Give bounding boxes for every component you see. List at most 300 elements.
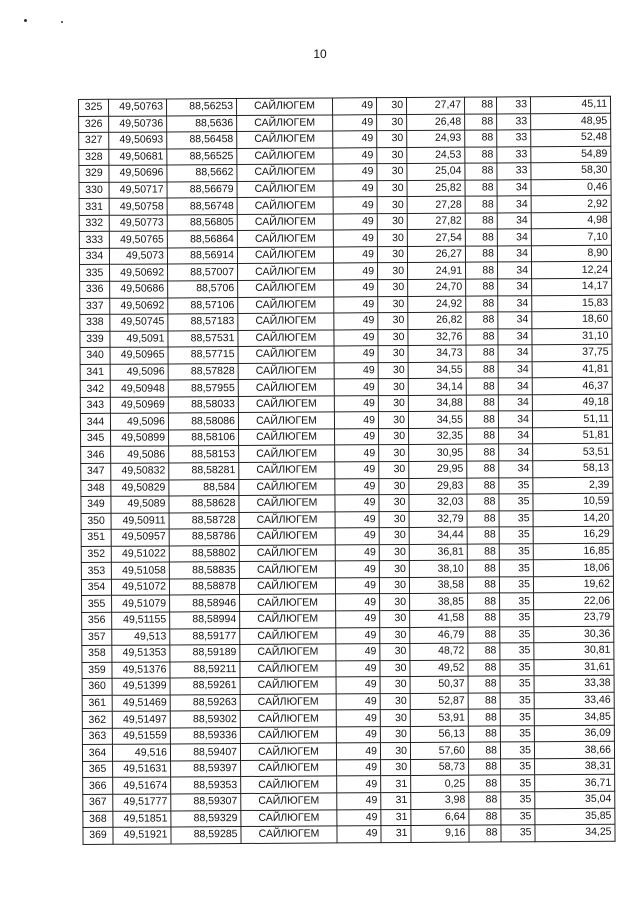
- longitude-cell: 88,56253: [167, 99, 237, 116]
- lon-minutes-cell: 35: [500, 610, 534, 627]
- lat-seconds-cell: 29,95: [409, 461, 467, 478]
- lon-degrees-cell: 88: [465, 113, 497, 130]
- lat-degrees-cell: 49: [336, 611, 380, 628]
- lon-degrees-cell: 88: [468, 726, 500, 743]
- lon-degrees-cell: 88: [467, 461, 499, 478]
- latitude-cell: 49,50696: [109, 165, 167, 182]
- latitude-cell: 49,51353: [112, 645, 170, 662]
- point-number-cell: 338: [80, 314, 110, 331]
- lon-seconds-cell: 36,09: [534, 725, 614, 742]
- lon-seconds-cell: 48,95: [531, 113, 611, 130]
- lat-minutes-cell: 30: [378, 362, 408, 379]
- lat-seconds-cell: 56,13: [410, 726, 468, 743]
- lat-seconds-cell: 46,79: [410, 627, 468, 644]
- latitude-cell: 49,50736: [109, 116, 167, 133]
- lon-minutes-cell: 35: [500, 593, 534, 610]
- scan-speck: [24, 19, 27, 22]
- lon-degrees-cell: 88: [468, 709, 500, 726]
- lat-degrees-cell: 49: [335, 445, 379, 462]
- lat-degrees-cell: 49: [334, 396, 378, 413]
- lat-minutes-cell: 30: [380, 594, 410, 611]
- lon-minutes-cell: 34: [498, 262, 532, 279]
- lon-minutes-cell: 34: [498, 378, 532, 395]
- longitude-cell: 88,58802: [169, 545, 239, 562]
- lat-seconds-cell: 34,73: [408, 345, 466, 362]
- latitude-cell: 49,50832: [111, 463, 169, 480]
- coordinates-table-container: [78, 96, 615, 845]
- point-number-cell: 361: [82, 695, 112, 712]
- lon-degrees-cell: 88: [466, 296, 498, 313]
- lon-degrees-cell: 88: [466, 362, 498, 379]
- latitude-cell: 49,50681: [109, 149, 167, 166]
- lon-degrees-cell: 88: [466, 262, 498, 279]
- latitude-cell: 49,5073: [109, 248, 167, 265]
- lat-seconds-cell: 25,82: [407, 180, 465, 197]
- site-name-cell: САЙЛЮГЕМ: [238, 263, 334, 280]
- lat-degrees-cell: 49: [335, 511, 379, 528]
- site-name-cell: САЙЛЮГЕМ: [237, 230, 333, 247]
- lon-seconds-cell: 22,06: [534, 593, 614, 610]
- lon-minutes-cell: 35: [500, 643, 534, 660]
- latitude-cell: 49,51072: [111, 579, 169, 596]
- lat-minutes-cell: 31: [381, 792, 411, 809]
- longitude-cell: 88,56679: [167, 181, 237, 198]
- longitude-cell: 88,57715: [168, 347, 238, 364]
- point-number-cell: 342: [80, 381, 110, 398]
- lon-degrees-cell: 88: [466, 378, 498, 395]
- lon-minutes-cell: 35: [499, 510, 533, 527]
- lon-minutes-cell: 34: [498, 312, 532, 329]
- longitude-cell: 88,59211: [170, 661, 240, 678]
- lon-degrees-cell: 88: [468, 742, 500, 759]
- point-number-cell: 352: [81, 546, 111, 563]
- lon-degrees-cell: 88: [469, 808, 501, 825]
- lat-degrees-cell: 49: [333, 214, 377, 231]
- longitude-cell: 88,58086: [168, 413, 238, 430]
- longitude-cell: 88,57828: [168, 363, 238, 380]
- lat-minutes-cell: 30: [378, 263, 408, 280]
- lon-minutes-cell: 35: [500, 626, 534, 643]
- latitude-cell: 49,50829: [111, 480, 169, 497]
- lat-minutes-cell: 30: [379, 561, 409, 578]
- lon-minutes-cell: 35: [499, 477, 533, 494]
- lat-degrees-cell: 49: [335, 495, 379, 512]
- site-name-cell: САЙЛЮГЕМ: [241, 809, 337, 826]
- lat-minutes-cell: 30: [377, 230, 407, 247]
- lat-seconds-cell: 53,91: [410, 709, 468, 726]
- lat-minutes-cell: 30: [377, 246, 407, 263]
- lon-minutes-cell: 34: [499, 461, 533, 478]
- lon-seconds-cell: 2,92: [531, 196, 611, 213]
- latitude-cell: 49,51497: [112, 711, 170, 728]
- lat-seconds-cell: 6,64: [411, 809, 469, 826]
- latitude-cell: 49,5096: [110, 364, 168, 381]
- lon-degrees-cell: 88: [467, 527, 499, 544]
- site-name-cell: САЙЛЮГЕМ: [238, 379, 334, 396]
- lon-minutes-cell: 35: [501, 808, 535, 825]
- lat-seconds-cell: 38,58: [409, 577, 467, 594]
- point-number-cell: 364: [82, 745, 112, 762]
- latitude-cell: 49,50948: [110, 380, 168, 397]
- lon-minutes-cell: 33: [497, 146, 531, 163]
- latitude-cell: 49,51559: [112, 728, 170, 745]
- lon-seconds-cell: 58,30: [531, 162, 611, 179]
- site-name-cell: САЙЛЮГЕМ: [240, 627, 336, 644]
- site-name-cell: САЙЛЮГЕМ: [241, 760, 337, 777]
- lon-minutes-cell: 34: [498, 279, 532, 296]
- latitude-cell: 49,50773: [109, 215, 167, 232]
- lat-seconds-cell: 52,87: [410, 693, 468, 710]
- lat-seconds-cell: 27,28: [407, 196, 465, 213]
- lon-degrees-cell: 88: [467, 444, 499, 461]
- lat-seconds-cell: 0,25: [411, 776, 469, 793]
- lat-seconds-cell: 41,58: [410, 610, 468, 627]
- lat-degrees-cell: 49: [333, 197, 377, 214]
- lat-degrees-cell: 49: [334, 313, 378, 330]
- lat-degrees-cell: 49: [334, 346, 378, 363]
- lon-degrees-cell: 88: [465, 163, 497, 180]
- latitude-cell: 49,50686: [110, 281, 168, 298]
- lat-seconds-cell: 49,52: [410, 660, 468, 677]
- longitude-cell: 88,56864: [167, 231, 237, 248]
- lat-minutes-cell: 30: [380, 660, 410, 677]
- lon-seconds-cell: 14,20: [533, 510, 613, 527]
- lat-seconds-cell: 24,53: [407, 147, 465, 164]
- lon-minutes-cell: 34: [498, 345, 532, 362]
- longitude-cell: 88,584: [169, 479, 239, 496]
- lat-minutes-cell: 30: [378, 296, 408, 313]
- table-row: [83, 824, 615, 844]
- lon-degrees-cell: 88: [466, 279, 498, 296]
- site-name-cell: САЙЛЮГЕМ: [238, 412, 334, 429]
- lat-degrees-cell: 49: [334, 263, 378, 280]
- longitude-cell: 88,56525: [167, 148, 237, 165]
- lat-seconds-cell: 26,27: [407, 246, 465, 263]
- lat-minutes-cell: 31: [381, 826, 411, 843]
- longitude-cell: 88,59336: [170, 727, 240, 744]
- lon-minutes-cell: 34: [497, 229, 531, 246]
- lat-minutes-cell: 30: [379, 495, 409, 512]
- lat-minutes-cell: 30: [379, 428, 409, 445]
- point-number-cell: 366: [83, 778, 113, 795]
- longitude-cell: 88,59307: [171, 793, 241, 810]
- point-number-cell: 328: [79, 149, 109, 166]
- lat-degrees-cell: 49: [336, 726, 380, 743]
- lat-degrees-cell: 49: [336, 594, 380, 611]
- lat-minutes-cell: 30: [380, 710, 410, 727]
- point-number-cell: 348: [81, 480, 111, 497]
- longitude-cell: 88,57955: [168, 380, 238, 397]
- lat-seconds-cell: 34,14: [408, 378, 466, 395]
- lat-minutes-cell: 30: [377, 114, 407, 131]
- point-number-cell: 365: [83, 761, 113, 778]
- lon-seconds-cell: 34,85: [534, 708, 614, 725]
- lat-minutes-cell: 30: [377, 147, 407, 164]
- latitude-cell: 49,50965: [110, 347, 168, 364]
- lat-minutes-cell: 30: [379, 462, 409, 479]
- site-name-cell: САЙЛЮГЕМ: [239, 462, 335, 479]
- lon-seconds-cell: 16,29: [533, 526, 613, 543]
- point-number-cell: 344: [80, 414, 110, 431]
- lon-degrees-cell: 88: [464, 97, 496, 114]
- point-number-cell: 333: [79, 232, 109, 249]
- lat-seconds-cell: 9,16: [411, 825, 469, 842]
- lat-seconds-cell: 30,95: [409, 445, 467, 462]
- site-name-cell: САЙЛЮГЕМ: [240, 594, 336, 611]
- lat-degrees-cell: 49: [334, 280, 378, 297]
- lon-seconds-cell: 58,13: [533, 460, 613, 477]
- latitude-cell: 49,50899: [111, 430, 169, 447]
- latitude-cell: 49,51399: [112, 678, 170, 695]
- lon-degrees-cell: 88: [465, 196, 497, 213]
- lon-seconds-cell: 30,81: [534, 642, 614, 659]
- lon-seconds-cell: 18,60: [532, 311, 612, 328]
- lat-minutes-cell: 30: [379, 577, 409, 594]
- lat-degrees-cell: 49: [334, 379, 378, 396]
- lat-minutes-cell: 30: [379, 528, 409, 545]
- latitude-cell: 49,5096: [110, 413, 168, 430]
- lat-seconds-cell: 32,79: [409, 511, 467, 528]
- lat-minutes-cell: 30: [380, 644, 410, 661]
- lat-degrees-cell: 49: [336, 677, 380, 694]
- latitude-cell: 49,51631: [113, 761, 171, 778]
- lat-minutes-cell: 30: [380, 743, 410, 760]
- lat-seconds-cell: 3,98: [411, 792, 469, 809]
- lat-seconds-cell: 27,47: [406, 97, 464, 114]
- lon-minutes-cell: 35: [500, 692, 534, 709]
- latitude-cell: 49,50765: [109, 231, 167, 248]
- scan-speck: [61, 21, 63, 23]
- lat-degrees-cell: 49: [335, 429, 379, 446]
- latitude-cell: 49,5086: [111, 446, 169, 463]
- lon-minutes-cell: 35: [499, 494, 533, 511]
- lat-degrees-cell: 49: [333, 131, 377, 148]
- site-name-cell: САЙЛЮГЕМ: [239, 561, 335, 578]
- lon-minutes-cell: 35: [499, 577, 533, 594]
- latitude-cell: 49,51674: [113, 777, 171, 794]
- lon-minutes-cell: 33: [496, 97, 530, 114]
- lon-minutes-cell: 35: [500, 709, 534, 726]
- lat-minutes-cell: 30: [380, 610, 410, 627]
- table-body: [79, 96, 616, 844]
- point-number-cell: 329: [79, 165, 109, 182]
- lon-seconds-cell: 23,79: [534, 609, 614, 626]
- lon-seconds-cell: 41,81: [532, 361, 612, 378]
- lon-minutes-cell: 35: [500, 659, 534, 676]
- lat-degrees-cell: 49: [334, 329, 378, 346]
- longitude-cell: 88,56914: [167, 247, 237, 264]
- longitude-cell: 88,58628: [169, 496, 239, 513]
- lat-minutes-cell: 30: [377, 180, 407, 197]
- lon-seconds-cell: 34,25: [535, 824, 615, 841]
- point-number-cell: 349: [81, 496, 111, 513]
- longitude-cell: 88,59261: [170, 678, 240, 695]
- latitude-cell: 49,51921: [113, 827, 171, 844]
- lon-seconds-cell: 38,31: [535, 758, 615, 775]
- longitude-cell: 88,58946: [170, 595, 240, 612]
- point-number-cell: 363: [82, 728, 112, 745]
- lon-degrees-cell: 88: [467, 511, 499, 528]
- lat-seconds-cell: 48,72: [410, 643, 468, 660]
- longitude-cell: 88,57007: [168, 264, 238, 281]
- site-name-cell: САЙЛЮГЕМ: [239, 445, 335, 462]
- longitude-cell: 88,58728: [169, 512, 239, 529]
- site-name-cell: САЙЛЮГЕМ: [237, 148, 333, 165]
- longitude-cell: 88,58878: [169, 578, 239, 595]
- lon-minutes-cell: 34: [497, 179, 531, 196]
- longitude-cell: 88,58994: [170, 611, 240, 628]
- longitude-cell: 88,58786: [169, 529, 239, 546]
- lon-seconds-cell: 4,98: [531, 212, 611, 229]
- longitude-cell: 88,59353: [171, 777, 241, 794]
- point-number-cell: 367: [83, 794, 113, 811]
- point-number-cell: 325: [79, 99, 109, 116]
- latitude-cell: 49,50692: [110, 298, 168, 315]
- lon-degrees-cell: 88: [467, 478, 499, 495]
- site-name-cell: САЙЛЮГЕМ: [240, 710, 336, 727]
- lon-minutes-cell: 34: [497, 196, 531, 213]
- lon-minutes-cell: 35: [501, 759, 535, 776]
- lon-seconds-cell: 33,38: [534, 675, 614, 692]
- lat-degrees-cell: 49: [336, 710, 380, 727]
- lon-degrees-cell: 88: [469, 825, 501, 842]
- longitude-cell: 88,59302: [170, 711, 240, 728]
- lat-seconds-cell: 27,82: [407, 213, 465, 230]
- lat-degrees-cell: 49: [333, 247, 377, 264]
- lon-degrees-cell: 88: [468, 693, 500, 710]
- lat-degrees-cell: 49: [335, 561, 379, 578]
- lon-degrees-cell: 88: [466, 345, 498, 362]
- lon-minutes-cell: 34: [497, 213, 531, 230]
- lat-degrees-cell: 49: [336, 644, 380, 661]
- lon-minutes-cell: 35: [501, 792, 535, 809]
- lon-seconds-cell: 46,37: [532, 378, 612, 395]
- lon-minutes-cell: 34: [498, 395, 532, 412]
- lat-seconds-cell: 29,83: [409, 478, 467, 495]
- latitude-cell: 49,50911: [111, 513, 169, 530]
- lon-minutes-cell: 34: [499, 428, 533, 445]
- lat-degrees-cell: 49: [336, 627, 380, 644]
- lat-minutes-cell: 30: [378, 346, 408, 363]
- point-number-cell: 345: [81, 430, 111, 447]
- lon-seconds-cell: 15,83: [532, 295, 612, 312]
- longitude-cell: 88,56458: [167, 132, 237, 149]
- longitude-cell: 88,57106: [168, 297, 238, 314]
- longitude-cell: 88,58835: [169, 562, 239, 579]
- lat-seconds-cell: 26,82: [408, 312, 466, 329]
- lat-degrees-cell: 49: [337, 760, 381, 777]
- lon-degrees-cell: 88: [469, 792, 501, 809]
- lat-minutes-cell: 30: [380, 693, 410, 710]
- lon-degrees-cell: 88: [466, 329, 498, 346]
- lon-degrees-cell: 88: [466, 411, 498, 428]
- lat-minutes-cell: 30: [377, 197, 407, 214]
- lat-degrees-cell: 49: [336, 660, 380, 677]
- lon-seconds-cell: 53,51: [533, 444, 613, 461]
- lon-minutes-cell: 34: [498, 361, 532, 378]
- longitude-cell: 88,5636: [167, 115, 237, 132]
- point-number-cell: 357: [82, 629, 112, 646]
- lon-degrees-cell: 88: [468, 626, 500, 643]
- lat-degrees-cell: 49: [333, 147, 377, 164]
- lon-degrees-cell: 88: [467, 428, 499, 445]
- lat-degrees-cell: 49: [333, 180, 377, 197]
- site-name-cell: САЙЛЮГЕМ: [237, 181, 333, 198]
- lat-seconds-cell: 24,92: [408, 296, 466, 313]
- site-name-cell: САЙЛЮГЕМ: [237, 214, 333, 231]
- lon-seconds-cell: 45,11: [530, 96, 610, 113]
- lon-seconds-cell: 2,39: [533, 477, 613, 494]
- lon-degrees-cell: 88: [468, 660, 500, 677]
- lat-degrees-cell: 49: [335, 478, 379, 495]
- site-name-cell: САЙЛЮГЕМ: [241, 776, 337, 793]
- lon-minutes-cell: 34: [499, 444, 533, 461]
- latitude-cell: 49,50969: [110, 397, 168, 414]
- lat-seconds-cell: 38,10: [409, 560, 467, 577]
- lon-seconds-cell: 51,11: [532, 411, 612, 428]
- lon-seconds-cell: 18,06: [533, 560, 613, 577]
- lon-degrees-cell: 88: [468, 643, 500, 660]
- longitude-cell: 88,56748: [167, 198, 237, 215]
- site-name-cell: САЙЛЮГЕМ: [240, 644, 336, 661]
- longitude-cell: 88,59285: [171, 827, 241, 844]
- lat-minutes-cell: 30: [378, 280, 408, 297]
- lat-minutes-cell: 30: [377, 213, 407, 230]
- lon-seconds-cell: 14,17: [532, 278, 612, 295]
- point-number-cell: 368: [83, 811, 113, 828]
- site-name-cell: САЙЛЮГЕМ: [238, 313, 334, 330]
- lon-minutes-cell: 34: [498, 328, 532, 345]
- lat-degrees-cell: 49: [333, 230, 377, 247]
- site-name-cell: САЙЛЮГЕМ: [240, 727, 336, 744]
- latitude-cell: 49,50763: [109, 99, 167, 116]
- lat-seconds-cell: 32,76: [408, 329, 466, 346]
- lon-seconds-cell: 36,71: [535, 775, 615, 792]
- lat-minutes-cell: 30: [378, 412, 408, 429]
- site-name-cell: САЙЛЮГЕМ: [238, 396, 334, 413]
- point-number-cell: 355: [82, 596, 112, 613]
- lon-degrees-cell: 88: [466, 312, 498, 329]
- lon-seconds-cell: 0,46: [531, 179, 611, 196]
- lon-degrees-cell: 88: [468, 610, 500, 627]
- point-number-cell: 358: [82, 645, 112, 662]
- lat-minutes-cell: 31: [381, 776, 411, 793]
- lon-seconds-cell: 8,90: [531, 245, 611, 262]
- point-number-cell: 340: [80, 348, 110, 365]
- latitude-cell: 49,51851: [113, 810, 171, 827]
- point-number-cell: 330: [79, 182, 109, 199]
- site-name-cell: САЙЛЮГЕМ: [237, 98, 333, 115]
- lat-degrees-cell: 49: [335, 578, 379, 595]
- lat-seconds-cell: 24,91: [408, 263, 466, 280]
- lat-minutes-cell: 30: [378, 395, 408, 412]
- longitude-cell: 88,57183: [168, 314, 238, 331]
- lat-degrees-cell: 49: [335, 544, 379, 561]
- site-name-cell: САЙЛЮГЕМ: [239, 528, 335, 545]
- site-name-cell: САЙЛЮГЕМ: [237, 197, 333, 214]
- longitude-cell: 88,59407: [170, 744, 240, 761]
- lat-minutes-cell: 30: [379, 544, 409, 561]
- point-number-cell: 362: [82, 712, 112, 729]
- lat-minutes-cell: 30: [378, 313, 408, 330]
- lat-seconds-cell: 27,54: [407, 230, 465, 247]
- lat-minutes-cell: 30: [380, 627, 410, 644]
- lat-minutes-cell: 31: [381, 809, 411, 826]
- point-number-cell: 359: [82, 662, 112, 679]
- lon-seconds-cell: 35,04: [535, 791, 615, 808]
- lon-degrees-cell: 88: [465, 213, 497, 230]
- lon-degrees-cell: 88: [468, 676, 500, 693]
